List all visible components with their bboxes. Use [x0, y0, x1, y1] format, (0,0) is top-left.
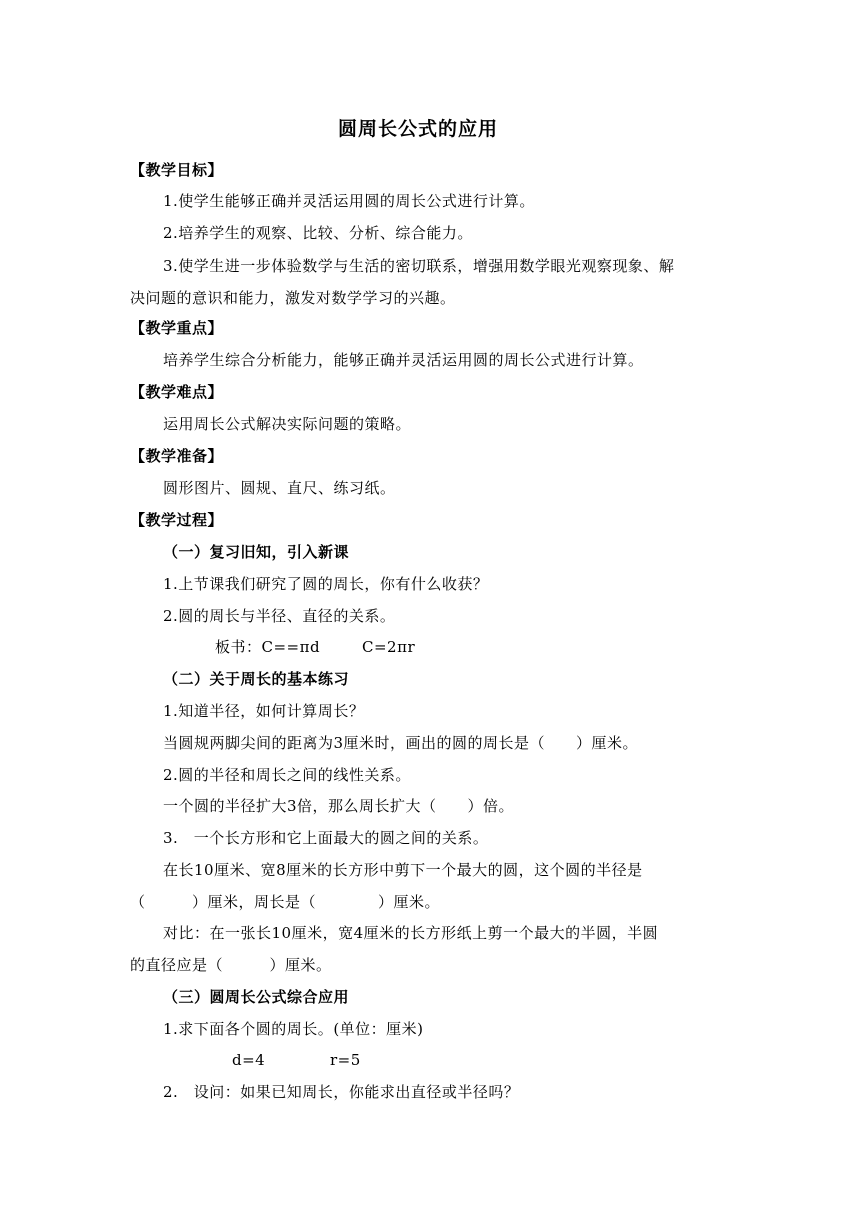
radius-value: r=5 [330, 1051, 361, 1069]
section-1-question-1: 1.上节课我们研究了圆的周长，你有什么收获？ [163, 575, 489, 593]
goal-item-3-line-1: 3.使学生进一步体验数学与生活的密切联系，增强用数学眼光观察现象、解 [163, 257, 675, 275]
process-heading: 【教学过程】 [130, 511, 224, 529]
difficulty-heading: 【教学难点】 [130, 383, 224, 401]
goal-item-2: 2.培养学生的观察、比较、分析、综合能力。 [163, 224, 473, 242]
section-2-heading: （二）关于周长的基本练习 [163, 670, 350, 688]
comparison-line-1: 对比：在一张长10厘米，宽4厘米的长方形纸上剪一个最大的半圆，半圆 [163, 924, 659, 942]
key-points-text: 培养学生综合分析能力，能够正确并灵活运用圆的周长公式进行计算。 [163, 351, 644, 369]
section-2-exercise-2: 一个圆的半径扩大3倍，那么周长扩大（ ）倍。 [163, 797, 515, 815]
section-2-question-2: 2.圆的半径和周长之间的线性关系。 [163, 766, 411, 784]
comparison-line-2: 的直径应是（ ）厘米。 [130, 956, 332, 974]
preparation-heading: 【教学准备】 [130, 447, 224, 465]
section-2-question-3: 3. 一个长方形和它上面最大的圆之间的关系。 [163, 829, 489, 847]
section-1-heading: （一）复习旧知，引入新课 [163, 543, 350, 561]
section-3-question-1: 1.求下面各个圆的周长。(单位：厘米) [163, 1020, 424, 1038]
section-2-question-1: 1.知道半径，如何计算周长？ [163, 702, 365, 720]
board-label: 板书：C==πd [215, 638, 321, 656]
section-2-exercise-3-line-1: 在长10厘米、宽8厘米的长方形中剪下一个最大的圆，这个圆的半径是 [163, 861, 643, 879]
section-2-exercise-1: 当圆规两脚尖间的距离为3厘米时，画出的圆的周长是（ ）厘米。 [163, 734, 639, 752]
board-formula: C=2πr [362, 638, 416, 656]
key-points-heading: 【教学重点】 [130, 319, 224, 337]
goals-heading: 【教学目标】 [130, 161, 224, 179]
goal-item-1: 1.使学生能够正确并灵活运用圆的周长公式进行计算。 [163, 192, 535, 210]
diameter-value: d=4 [232, 1051, 266, 1069]
goal-item-3-line-2: 决问题的意识和能力，激发对数学学习的兴趣。 [130, 289, 456, 307]
preparation-text: 圆形图片、圆规、直尺、练习纸。 [163, 479, 396, 497]
section-2-exercise-3-line-2: （ ）厘米，周长是（ ）厘米。 [130, 893, 441, 911]
section-3-heading: （三）圆周长公式综合应用 [163, 988, 350, 1006]
page-title: 圆周长公式的应用 [338, 118, 499, 140]
difficulty-text: 运用周长公式解决实际问题的策略。 [163, 415, 412, 433]
section-1-question-2: 2.圆的周长与半径、直径的关系。 [163, 607, 396, 625]
section-3-question-2: 2. 设问：如果已知周长，你能求出直径或半径吗？ [163, 1083, 520, 1101]
